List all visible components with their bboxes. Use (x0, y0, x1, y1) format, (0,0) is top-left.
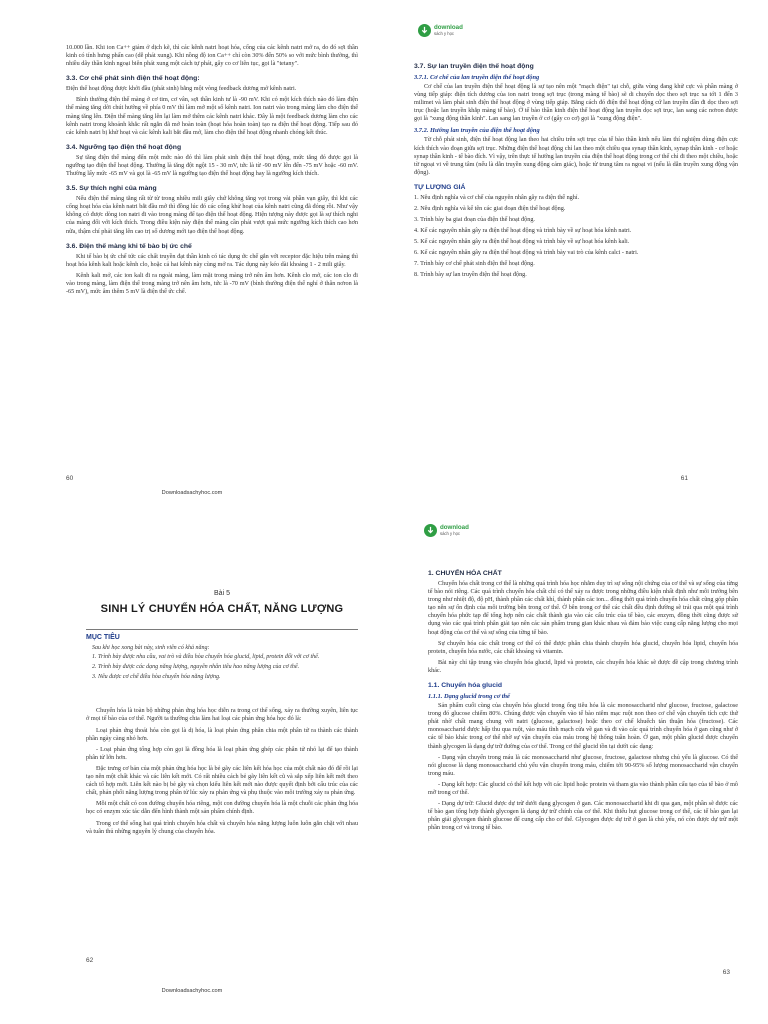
logo-sub-text: sách y học (440, 530, 461, 536)
section-1-1-1-body: Sản phẩm cuối cùng của chuyển hóa glucid trong ống tiêu hóa là các monosaccharid như glucose, fructose, galactose trong đó glucose chiếm 80%. Chúng được vận chuyển vào tế bào niêm mạc ruột non theo cơ chế vận chuyển tích cực thứ phát nhờ chất mang chung với natri (glucose, galactose) hoặc theo cơ chế khuếch tán thuận hóa (fructose). Các monosaccharid được hấp thu qua ruột, vào máu tĩnh mạch cửa về gan và đi vào các quá trình chuyển hóa ở gan cũng như ở các tế bào khác trong cơ thể nhờ sự vận chuyển của máu trong hệ thống tuần hoàn. Ở gan, một phần glucid được chuyển thành glycogen là dạng dự trữ đường của cơ thể. Trong cơ thể glucid tồn tại dưới các dạng: (428, 702, 738, 750)
lesson-number: Bài 5 (214, 590, 230, 597)
body-paragraph: Trong cơ thể sống hai quá trình chuyển hóa chất và chuyển hóa năng lượng luôn luôn gắn chặt với nhau và tuân thủ những nguyên lý chung của chuyển hóa. (86, 819, 358, 835)
page-footer: Downloadsachyhoc.com (161, 490, 223, 496)
objectives-box (86, 629, 358, 681)
page-number: 63 (722, 969, 730, 976)
body-paragraph: Loại phản ứng thoái hóa còn gọi là dị hóa, là loại phản ứng phân chia một phân tử ra thành các thành phần ngày càng nhỏ hơn. (86, 726, 358, 742)
site-logo (418, 24, 463, 37)
question-item: 7. Trình bày cơ chế phát sinh điện thế hoạt động. (414, 259, 535, 267)
section-1-body-2: Sự chuyển hóa các chất trong cơ thể có thể được phân chia thành chuyển hóa glucid, chuyển hóa lipid, chuyển hóa protein, chuyển hóa nước, các chất khoáng và vitamin. (428, 639, 738, 655)
logo-main-text: download (434, 23, 463, 31)
lesson-title: SINH LÝ CHUYỂN HÓA CHẤT, NĂNG LƯỢNG (100, 603, 344, 615)
section-3-7-title: 3.7. Sự lan truyền điện thế hoạt động (414, 63, 534, 70)
download-leaf-icon (424, 524, 437, 537)
section-1-1-title: 1.1. Chuyển hóa glucid (428, 682, 503, 690)
section-3-4-body: Sự tăng điện thế màng đến một mức nào đó thì làm phát sinh điện thế hoạt động, mức tăng đó được gọi là ngưỡng tạo điện thế hoạt động. Thường là tăng đột ngột 15 - 30 mV, tức là từ -90 mV lên đến -75 mV hoặc -60 mV. Thường lấy mức -65 mV và gọi là -65 mV là ngưỡng tạo điện thế hoạt động hay là ngưỡng kích thích. (66, 153, 358, 178)
body-paragraph: Đặc trưng cơ bản của một phản ứng hóa học là bẻ gãy các liên kết hóa học của một chất nào đó để rồi lại tạo nên một chất khác và các liên kết mới. Có rất nhiều cách bẻ gãy liên kết cũ và sắp xếp liên kết mới theo cách tổ hợp mới. Liên kết nào bị bẻ gãy và chọn kiểu liên kết mới nào được quyết định bởi cấu trúc của các chất, phản phối năng lượng trong phân tử lúc xảy ra phản ứng và phụ thuộc vào môi trường xảy ra phản ứng. (86, 764, 358, 797)
page-63 (384, 512, 768, 1024)
self-assessment-list (414, 194, 738, 279)
question-item: 6. Kể các nguyên nhân gây ra điện thế hoạt động và trình bày vai trò của kênh calci - natri. (414, 248, 639, 256)
section-3-3-body: Bình thường điện thế màng ở cơ tim, cơ vân, sợi thần kinh tư là -90 mV. Khi có một kích thích nào đó làm điện thế màng tăng dời chút hướng về phía 0 mV thì làm mở một số kênh natri. Ion natri vào trong màng làm cho điện thế màng tăng lên. Điện thế màng tăng lên lại làm mở thêm các kênh natri khác. Đây là một feedback dương làm cho các kênh natri trong khoảnh khắc rất ngắn đã mở hoàn toàn (hoạt hóa hoàn toàn) tạo ra điện thế hoạt động. Tiếp sau đó các kênh natri bị khử hoạt và các kênh kali bắt đầu mở, làm cho điện thế hoạt động nhanh chóng kết thúc. (66, 96, 358, 136)
section-3-5-title: 3.5. Sự thích nghi của màng (66, 185, 157, 193)
objective-item: 1. Trình bày được nhu cầu, vai trò và điều hòa chuyển hóa glucid, lipid, protein đối với cơ thể. (92, 654, 320, 660)
section-1-title: 1. CHUYỂN HÓA CHẤT (428, 570, 502, 577)
body-paragraph: Chuyển hóa là toàn bộ những phản ứng hóa học diễn ra trong cơ thể sống, xảy ra thường xuyên, liên tục ở mọi tế bào của cơ thể. Người ta thường chia làm hai loại các phản ứng hóa học đó là: (86, 707, 358, 723)
logo-main-text: download (440, 523, 469, 531)
objective-item: 2. Trình bày được các dạng năng lượng, nguyên nhân tiêu hao năng lượng của cơ thể. (92, 663, 300, 670)
section-3-7-2-title: 3.7.2. Hướng lan truyền của điện thế hoạt động (414, 127, 540, 135)
section-3-6-body-1: Khi tế bào bị ức chế tức các chất truyền đạt thần kinh có tác dụng ức chế gắn với receptor đặc hiệu trên màng thì hoạt hóa kênh kali hoặc kênh clo, hoặc cả hai kênh này cùng mở ra. Tác dụng này kéo dài khoảng 1 - 2 mili giây. (66, 252, 358, 268)
objective-item: 3. Nêu được cơ chế điều hòa chuyển hóa năng lượng. (92, 673, 221, 680)
section-1-body-1: Chuyển hóa chất trong cơ thể là những quá trình hóa học nhằm duy trì sự sống nội chứng của cơ thể và sự sống của từng tế bào nói riêng. Các quá trình chuyển hóa chất chỉ có thể xảy ra được trong những điều kiện nhất định như môi trường bên trong như nhiệt độ, độ pH, thành phần các chất khí, thành phần các ion... đồng thời quá trình chuyển hóa chất cũng góp phần tạo nên sự ổn định của môi trường bên trong cơ thể. Ở bên trong cơ thể các chất đều định đường sẽ trải qua một quá trình chuyển hóa phức tạp để tổng hợp nên các chất thành gia vào các cấu trúc của tế bào, các enzym, đồng thời cũng được sử dụng vào các quá trình phân giải tạo nên các sản phẩm trung gian khác nhau và đảm bảo việc cung cấp năng lượng cho mọi hoạt động của cơ thể và sự sống của từng tế bào. (428, 580, 738, 636)
question-item: 3. Trình bày ba giai đoạn của điện thế hoạt động. (414, 215, 535, 223)
question-item: 1. Nêu định nghĩa và cơ chế của nguyên nhân gây ra điện thế nghỉ. (414, 193, 580, 201)
section-1-body-3: Bài này chỉ tập trung vào chuyển hóa glucid, lipid và protein, các chuyển hóa khác sẽ được đề cập trong chương trình khác. (428, 658, 738, 674)
section-3-7-1-body: Cơ chế của lan truyền điện thế hoạt động là sự tạo nên một "mạch điện" tại chỗ, giữa vùng đang khử cực và phần màng ở vùng tiếp giáp: điện tích dương của ion natri trong sợi trục (trong màng tế bào) sẽ di chuyển dọc theo sợi trục xa tới 1 đến 3 milimet và làm phát sinh điện thế hoạt động ở vùng tiếp giáp. Bằng cách đó điện thế hoạt động cứ lan truyền dần đi dọc theo sợi trục (hoặc lan truyền khắp màng tế bào). Ở tế bào thần kinh điện thế hoạt động lan truyền dọc sợi trục, lan sang các nơron được gọi là "xung động thần kinh". Lan sang lan truyền ở cơ (gây co cơ) gọi là "xung động điện". (414, 83, 738, 123)
page-number: 61 (680, 475, 688, 482)
page-60 (0, 0, 384, 512)
question-item: 8. Trình bày sự lan truyền điện thế hoạt động. (414, 270, 527, 278)
download-leaf-icon (418, 24, 431, 37)
section-3-7-1-title: 3.7.1. Cơ chế của lan truyền điện thế hoạt động (414, 74, 540, 81)
body-paragraph: Mỗi một chất có con đường chuyển hóa riêng, một con đường chuyển hóa là một chuỗi các phản ứng hóa học có enzym xúc tác dẫn đến hình thành một sản phẩm chính định. (86, 800, 358, 816)
question-item: 4. Kể các nguyên nhân gây ra điện thế hoạt động và trình bày về sự hoạt hóa kênh natri. (414, 226, 632, 234)
section-3-3-lead: Điện thế hoạt động được khởi đầu (phát sinh) bằng một vòng feedback dương mở kênh natri. (66, 85, 297, 93)
page-footer: Downloadsachyhoc.com (161, 988, 223, 994)
section-3-6-body-2: Kênh kali mở, các ion kali đi ra ngoài màng, làm mặt trong màng trở nên âm hơn. Kênh clo mở, các ion clo đi vào trong màng, làm điện thế trong màng trở nên âm hơn, tức là -70 mV (bình thường điện thế nghỉ ở thân nơron là -65 mV), mức âm thêm 5 mV là điện thế ức chế. (66, 271, 358, 295)
page-number: 62 (86, 957, 94, 964)
page-61 (384, 0, 768, 512)
objectives-intro: Sau khi học xong bài này, sinh viên có khả năng: (92, 645, 210, 651)
section-3-5-body: Nếu điện thế màng tăng rất từ từ trong nhiều mili giây chứ không tăng vọt trong vài phần vạn giây, thì khi các cổng hoạt hóa của kênh natri bắt đầu mở thì đồng lúc đó các cổng khử hoạt của kênh natri cũng đã đóng rồi. Như vậy không có được dòng ion natri đi vào trong màng để tạo điện thế hoạt động. Hiện tượng này được gọi là sự thích nghi của màng đối với kích thích. Trong điều kiện này điện thế màng cần phải vượt quá mức ngưỡng kích thích cao hơn nữa, thậm chí phải tăng lên cao trị số dương mới tạo điện thế hoạt động. (66, 195, 358, 235)
glucid-form-item: - Dạng vận chuyển trong máu là các monosaccharid như glucose, fructose, galactose nhưng chủ yếu là glucose. Có thể nói glucose là dạng monosaccharid chủ yếu vận chuyển trong máu, chiếm tới 90-95% số lượng monosaccharid vận chuyển trong máu. (428, 753, 738, 777)
section-3-6-title: 3.6. Điện thế màng khi tế bào bị ức chế (66, 242, 192, 250)
intro-paragraph: 10.000 lần. Khi ion Ca++ giảm ở dịch kẽ, thì các kênh natri hoạt hóa, cổng của các kênh natri mở ra, do đó sợi thần kinh có tính hưng phấn cao (dễ phát xung). Khi nồng độ ion Ca++ chỉ còn 30% đến 50% so với mức bình thường, thì nhiều dây thần kinh ngoại biên phát xung một cách tự phát, gây co cơ liên tục, gọi là "tetany". (66, 44, 358, 68)
question-item: 5. Kể các nguyên nhân gây ra điện thế hoạt động và trình bày về sự hoạt hóa kênh kali. (414, 237, 630, 245)
glucid-form-item: - Dạng dự trữ: Glucid được dự trữ dưới dạng glycogen ở gan. Các monosaccharid khi đi qua gan, một phần sẽ được các tế bào gan tổng hợp thành glycogen là dạng dự trữ chính của cơ thể. Khi thiếu hụt glucose trong cơ thể, các tế bào gan lại phân giải glycogen thành glucose để cung cấp cho cơ thể. Glycogen được dự trữ ở gan là chủ yếu, nó còn được dự trữ một phần trong cơ và trong tế bào. (428, 800, 738, 832)
section-3-4-title: 3.4. Ngưỡng tạo điện thế hoạt động (66, 143, 182, 151)
section-1-1-1-title: 1.1.1. Dạng glucid trong cơ thể (428, 693, 510, 701)
glucid-form-item: - Dạng kết hợp: Các glucid có thể kết hợp với các lipid hoặc protein và tham gia vào thành phần cấu tạo của tế bào ở mô mỡ trong cơ thể. (428, 780, 738, 796)
page-number: 60 (66, 475, 74, 482)
section-3-7-2-body: Từ chỗ phát sinh, điện thế hoạt động lan theo hai chiều trên sợi trục của tế bào thần kinh nếu làm thí nghiệm dùng điện cực kích thích vào đoạn giữa sợi trục. Những điện thế hoạt động chỉ lan theo một chiều qua synap thần kinh, synap thần kinh - cơ hoặc synap thần kinh - tế bào đích. Vì vậy, trên thực tế hướng lan truyền của điện thế hoạt động trong cơ thể chỉ đi theo một chiều, hoặc từ ngoại vi về trung tâm (nếu là dẫn truyền xung động cảm giác), hoặc từ trung tâm ra ngoại vi (nếu là dẫn truyền xung động vận động). (414, 136, 738, 176)
self-assessment-title: TỰ LƯỢNG GIÁ (414, 183, 466, 191)
objectives-list (92, 654, 358, 681)
page-62 (0, 512, 384, 1024)
section-3-3-title: 3.3. Cơ chế phát sinh điện thế hoạt động: (66, 75, 200, 83)
logo-sub-text: sách y học (434, 30, 455, 36)
site-logo (424, 524, 469, 537)
question-item: 2. Nêu định nghĩa và kể tên các giai đoạn điện thế hoạt động. (414, 204, 566, 212)
body-paragraph: - Loại phản ứng tổng hợp còn gọi là đồng hóa là loại phản ứng ghép các phân tử nhỏ lại để tạo thành phân tử lớn hơn. (86, 745, 358, 761)
objectives-title: MỤC TIÊU (86, 634, 120, 641)
